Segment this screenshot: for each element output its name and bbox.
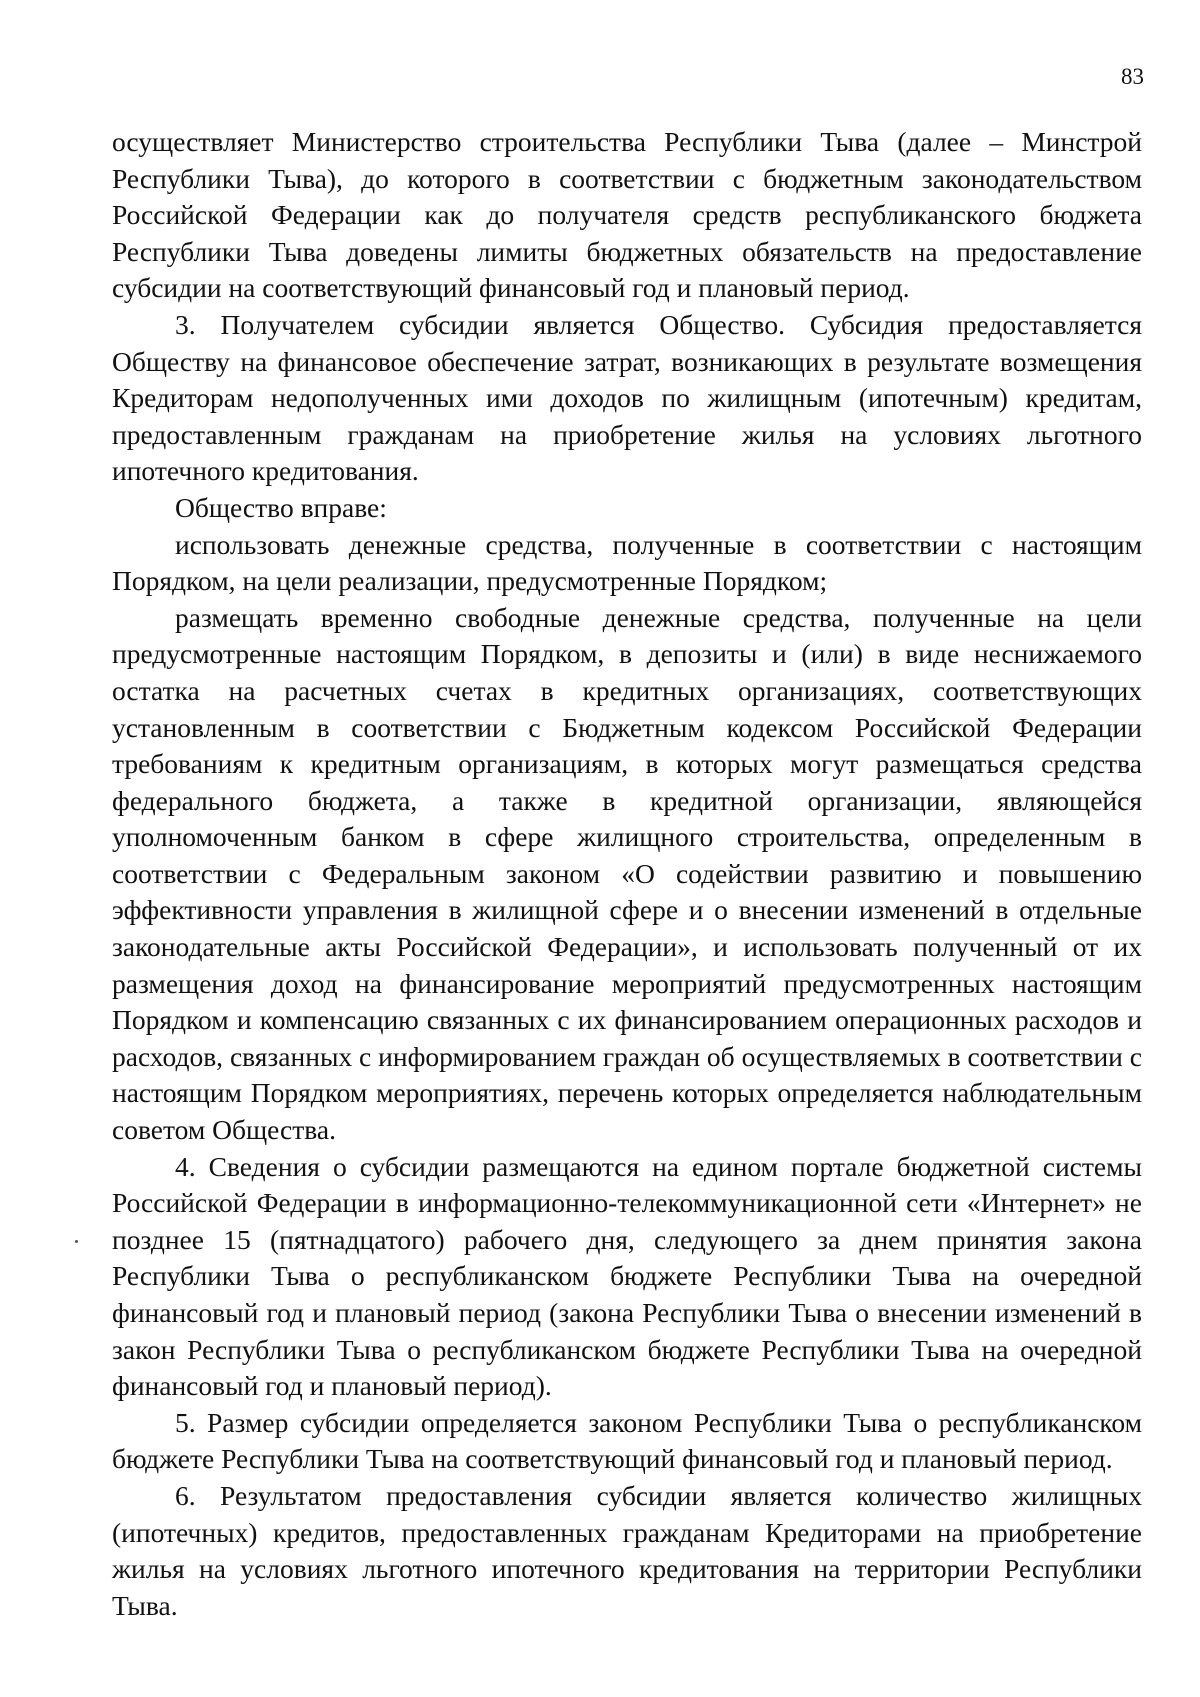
- paragraph-continuation: осуществляет Министерство строительства Республики Тыва (далее – Минстрой Республики Тыва), до которого в соответствии с бюджетным законодательством Российской Федерации как до получателя средств республиканского бюджета Республики Тыва доведены лимиты бюджетных обязательств на предоставление субсидии на соответствующий финансовый год и плановый период.: [112, 126, 1142, 304]
- paragraph-item-5: 5. Размер субсидии определяется законом Республики Тыва о республиканском бюджете Республики Тыва на соответствующий финансовый год и плановый период.: [112, 1406, 1142, 1475]
- paragraph-right-place-funds: размещать временно свободные денежные средства, полученные на цели предусмотренные настоящим Порядком, в депозиты и (или) в виде неснижаемого остатка на расчетных счетах в кредитных организациях, соответствующих установленным в соответствии с Бюджетным кодексом Российской Федерации требованиям к кредитным организациям, в которых могут размещаться средства федерального бюджета, а также в кредитной организации, являющейся уполномоченным банком в сфере жилищного строительства, определенным в соответствии с Федеральным законом «О содействии развитию и повышению эффективности управления в жилищной сфере и о внесении изменений в отдельные законодательные акты Российской Федерации», и использовать полученный от их размещения доход на финансирование мероприятий предусмотренных настоящим Порядком и компенсацию связанных с их финансированием операционных расходов и расходов, связанных с информированием граждан об осуществляемых в соответствии с настоящим Порядком мероприятиях, перечень которых определяется наблюдательным советом Общества.: [112, 601, 1142, 1146]
- paragraph-item-3: 3. Получателем субсидии является Общество. Субсидия предоставляется Обществу на финансовое обеспечение затрат, возникающих в результате возмещения Кредиторам недополученных ими доходов по жилищным (ипотечным) кредитам, предоставленным гражданам на приобретение жилья на условиях льготного ипотечного кредитования.: [112, 308, 1142, 487]
- document-body: [112, 124, 1142, 1624]
- page-number: 83: [1121, 64, 1144, 89]
- paragraph-item-4: 4. Сведения о субсидии размещаются на едином портале бюджетной системы Российской Федерации в информационно-телекоммуникационной сети «Интернет» не позднее 15 (пятнадцатого) рабочего дня, следующего за днем принятия закона Республики Тыва о республиканском бюджете Республики Тыва на очередной финансовый год и плановый период (закона Республики Тыва о внесении изменений в закон Республики Тыва о республиканском бюджете Республики Тыва на очередной финансовый год и плановый период).: [112, 1150, 1142, 1402]
- scan-speck: [75, 1240, 78, 1243]
- paragraph-right-use-funds: использовать денежные средства, полученные в соответствии с настоящим Порядком, на цели реализации, предусмотренные Порядком;: [112, 528, 1142, 597]
- paragraph-society-rights-intro: Общество вправе:: [175, 491, 387, 523]
- paragraph-item-6: 6. Результатом предоставления субсидии является количество жилищных (ипотечных) кредитов, предоставленных гражданам Кредиторами на приобретение жилья на условиях льготного ипотечного кредитования на территории Республики Тыва.: [112, 1479, 1142, 1621]
